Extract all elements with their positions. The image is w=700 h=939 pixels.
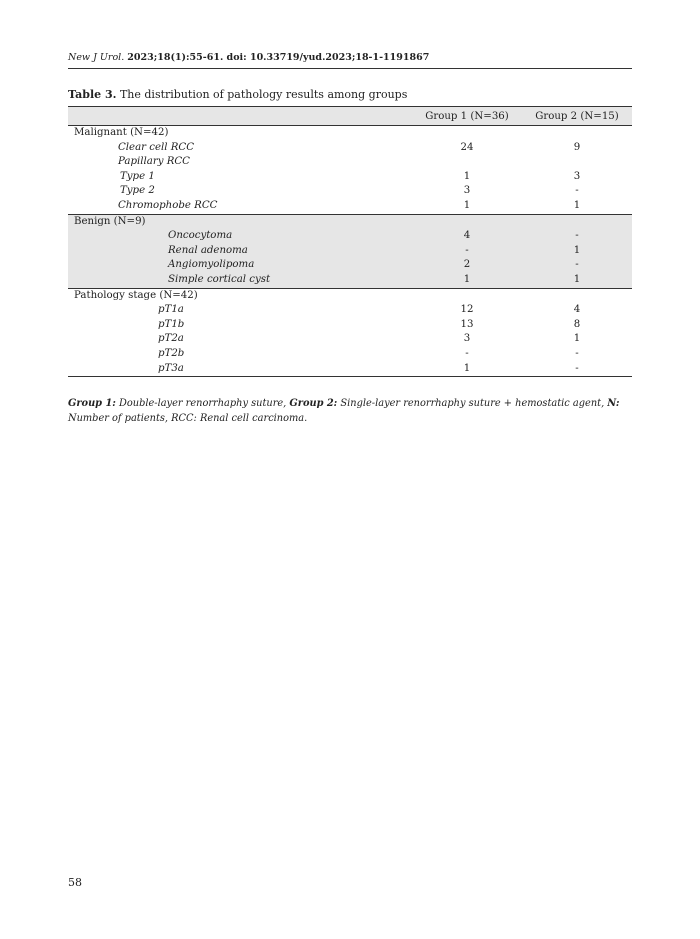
footnote-group2-label: Group 2: <box>289 398 338 409</box>
table-row <box>68 332 632 347</box>
table-row <box>68 141 632 156</box>
page-number: 58 <box>68 876 82 889</box>
column-header-group-2: Group 2 (N=15) <box>522 107 632 126</box>
footnote-n-label: N: <box>607 398 620 409</box>
cell-group-1 <box>412 288 522 303</box>
table-row <box>68 318 632 333</box>
row-label: Type 1 <box>120 170 155 182</box>
row-label: pT3a <box>158 362 184 374</box>
table-row <box>68 362 632 377</box>
column-header-label <box>68 107 412 126</box>
row-label: Type 2 <box>120 185 155 197</box>
table-footnote <box>68 396 628 426</box>
table-row <box>68 229 632 244</box>
cell-group-1: 1 <box>412 273 522 288</box>
pathology-table <box>68 106 632 377</box>
row-label: Simple cortical cyst <box>68 273 412 288</box>
cell-group-2 <box>522 214 632 229</box>
table-caption-text: The distribution of pathology results among groups <box>119 88 408 101</box>
running-head <box>68 52 632 69</box>
section-label: Pathology stage (N=42) <box>68 288 412 303</box>
citation: 2023;18(1):55-61. doi: 10.33719/yud.2023;18-1-1191867 <box>127 52 430 63</box>
cell-group-1 <box>412 214 522 229</box>
cell-group-2: - <box>522 258 632 273</box>
table-row <box>68 214 632 229</box>
section-label: Benign (N=9) <box>68 214 412 229</box>
cell-group-2: 8 <box>573 318 581 330</box>
table-row <box>68 288 632 303</box>
cell-group-1: 3 <box>463 333 471 345</box>
table-row <box>68 244 632 259</box>
cell-group-2: 1 <box>522 273 632 288</box>
footnote-group1-label: Group 1: <box>68 398 116 409</box>
cell-group-2: 9 <box>573 141 581 153</box>
cell-group-2 <box>522 155 632 170</box>
cell-group-1: 4 <box>412 229 522 244</box>
cell-group-1: 1 <box>463 362 471 374</box>
table-caption-label: Table 3. <box>68 88 117 101</box>
table-row <box>68 126 632 141</box>
cell-group-2 <box>522 288 632 303</box>
journal-name: New J Urol. <box>68 52 125 63</box>
footnote-group1-text: Double-layer renorrhaphy suture, <box>115 398 290 409</box>
cell-group-1: 12 <box>460 304 474 316</box>
table-body <box>68 126 632 377</box>
cell-group-1: - <box>412 244 522 259</box>
cell-group-1: 1 <box>463 199 471 211</box>
cell-group-1: 2 <box>412 258 522 273</box>
footnote-group2-text: Single-layer renorrhaphy suture + hemostatic agent, <box>337 398 608 409</box>
table-row <box>68 303 632 318</box>
row-label: Angiomyolipoma <box>68 258 412 273</box>
row-label: pT1a <box>158 304 184 316</box>
cell-group-2: - <box>575 362 579 374</box>
cell-group-2: 4 <box>573 304 581 316</box>
table-row <box>68 273 632 288</box>
row-label: pT2a <box>158 333 184 345</box>
row-label: pT1b <box>158 318 185 330</box>
column-header-group-1: Group 1 (N=36) <box>412 107 522 126</box>
cell-group-2: - <box>575 347 579 359</box>
cell-group-2: 1 <box>573 333 581 345</box>
table-row <box>68 199 632 214</box>
row-label: Oncocytoma <box>68 229 412 244</box>
cell-group-2: 3 <box>573 170 581 182</box>
cell-group-1: - <box>465 347 469 359</box>
cell-group-2: - <box>575 185 579 197</box>
table-row <box>68 155 632 170</box>
row-label: Chromophobe RCC <box>118 199 218 211</box>
cell-group-2: 1 <box>522 244 632 259</box>
cell-group-1 <box>412 155 522 170</box>
cell-group-1: 3 <box>463 185 471 197</box>
row-label: pT2b <box>158 347 185 359</box>
cell-group-2 <box>522 126 632 141</box>
table-header-row <box>68 107 632 126</box>
footnote-n-text: Number of patients, RCC: Renal cell carcinoma. <box>68 413 308 424</box>
row-label: Papillary RCC <box>118 156 190 168</box>
cell-group-2: - <box>522 229 632 244</box>
table-row <box>68 347 632 362</box>
cell-group-1 <box>412 126 522 141</box>
table-row <box>68 258 632 273</box>
cell-group-1: 24 <box>460 141 474 153</box>
table-row <box>68 170 632 185</box>
cell-group-2: 1 <box>573 199 581 211</box>
row-label: Renal adenoma <box>68 244 412 259</box>
table-row <box>68 184 632 199</box>
section-label: Malignant (N=42) <box>74 127 169 138</box>
cell-group-1: 13 <box>460 318 474 330</box>
table-caption <box>68 88 632 101</box>
row-label: Clear cell RCC <box>118 141 195 153</box>
cell-group-1: 1 <box>463 170 471 182</box>
